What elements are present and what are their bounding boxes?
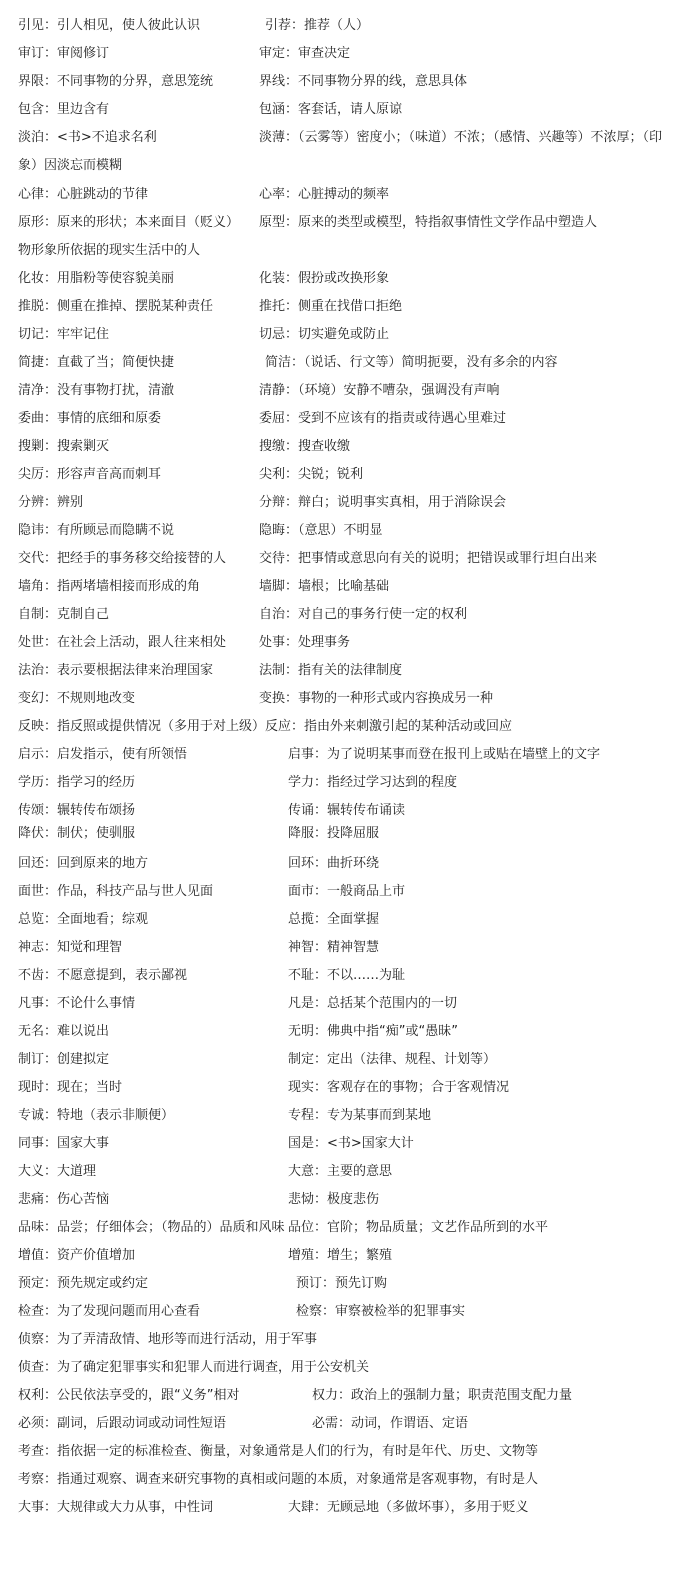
line-42: 悲痛：伤心苦恼 悲恸：极度悲伤 <box>18 1192 380 1207</box>
right-term: 自治：对自己的事务行使一定的权利 <box>259 607 468 622</box>
right-term: 切忌：切实避免或防止 <box>259 327 390 342</box>
line-40: 同事：国家大事 国是：<书>国家大计 <box>18 1136 414 1151</box>
right-term: 包涵：客套话，请人原谅 <box>259 102 403 117</box>
continuation-line: 物形象所依据的现实生活中的人 <box>18 243 201 258</box>
right-term: 学力：指经过学习达到的程度 <box>288 775 458 790</box>
line-23: 法治：表示要根据法律来治理国家 法制：指有关的法律制度 <box>18 663 403 678</box>
continuation-line: 象）因淡忘而模糊 <box>18 158 123 173</box>
right-term: 原型：原来的类型或模型，特指叙事情性文学作品中塑造人 <box>259 215 598 230</box>
right-term: 回环：曲折环绕 <box>288 856 380 871</box>
line-26: 启示：启发指示，使有所领悟 启事：为了说明某事而登在报刊上或贴在墙壁上的文字 <box>18 747 601 762</box>
line-30: 回还：回到原来的地方 回环：曲折环绕 <box>18 856 380 871</box>
line-21: 自制：克制自己 自治：对自己的事务行使一定的权利 <box>18 607 468 622</box>
line-39: 专诚：特地（表示非顺便） 专程：专为某事而到某地 <box>18 1108 432 1123</box>
line-44: 增值：资产价值增加 增殖：增生；繁殖 <box>18 1248 393 1263</box>
line-29: 降伏：制伏；使驯服 降服：投降屈服 <box>18 826 380 841</box>
right-term: 大肆：无顾忌地（多做坏事），多用于贬义 <box>288 1500 529 1515</box>
line-22: 处世：在社会上活动，跟人往来相处 处事：处理事务 <box>18 635 351 650</box>
right-term: 预订：预先订购 <box>296 1276 388 1291</box>
right-term: 搜缴：搜查收缴 <box>259 439 351 454</box>
right-term: 简洁：（说话、行文等）简明扼要，没有多余的内容 <box>265 355 558 370</box>
line-2: 界限：不同事物的分界，意思笼统 界线：不同事物分界的线，意思具体 <box>18 74 468 89</box>
line-34: 不齿：不愿意提到，表示鄙视 不耻：不以……为耻 <box>18 968 406 983</box>
right-term: 降服：投降屈服 <box>288 826 380 841</box>
right-term: 检察：审察被检举的犯罪事实 <box>296 1304 466 1319</box>
line-18: 隐讳：有所顾忌而隐瞒不说 隐晦：（意思）不明显 <box>18 523 383 538</box>
line-24: 变幻：不规则地改变 变换：事物的一种形式或内容换成另一种 <box>18 691 494 706</box>
line-38: 现时：现在；当时 现实：客观存在的事物；合于客观情况 <box>18 1080 510 1095</box>
line-41: 大义：大道理 大意：主要的意思 <box>18 1164 393 1179</box>
line-17: 分辨：辨别 分辩：辩白；说明事实真相，用于消除误会 <box>18 495 507 510</box>
line-53: 大事：大规律或大力从事，中性词 大肆：无顾忌地（多做坏事），多用于贬义 <box>18 1500 529 1515</box>
line-37: 制订：创建拟定 制定：定出（法律、规程、计划等） <box>18 1052 497 1067</box>
full-line: 侦查：为了确定犯罪事实和犯罪人而进行调查，用于公安机关 <box>18 1360 370 1375</box>
line-27: 学历：指学习的经历 学力：指经过学习达到的程度 <box>18 775 458 790</box>
right-term: 专程：专为某事而到某地 <box>288 1108 432 1123</box>
line-12: 简捷：直截了当；简便快捷 简洁：（说话、行文等）简明扼要，没有多余的内容 <box>18 355 558 370</box>
right-term: 心率：心脏搏动的频率 <box>259 187 390 202</box>
line-50: 必须：副词，后跟动词或动词性短语 必需：动词，作谓语、定语 <box>18 1416 469 1431</box>
right-term: 国是：<书>国家大计 <box>288 1136 414 1151</box>
line-45: 预定：预先规定或约定 预订：预先订购 <box>18 1276 388 1291</box>
line-43: 品味：品尝；仔细体会；（物品的）品质和风味 品位：官阶；物品质量；文艺作品所到的水平 <box>18 1220 549 1235</box>
right-term: 制定：定出（法律、规程、计划等） <box>288 1052 497 1067</box>
right-term: 增殖：增生；繁殖 <box>288 1248 393 1263</box>
line-36: 无名：难以说出 无明：佛典中指“痴”或“愚昧” <box>18 1024 458 1039</box>
right-term: 无明：佛典中指“痴”或“愚昧” <box>288 1024 458 1039</box>
right-term: 总揽：全面掌握 <box>288 912 380 927</box>
right-term: 界线：不同事物分界的线，意思具体 <box>259 74 468 89</box>
line-35: 凡事：不论什么事情 凡是：总括某个范围内的一切 <box>18 996 458 1011</box>
right-term: 引荐：推荐（人） <box>265 18 370 33</box>
line-4: 淡泊：<书>不追求名利 淡薄：（云雾等）密度小；（味道）不浓；（感情、兴趣等）不浓厚；（印 <box>18 130 663 145</box>
line-0: 引见：引人相见，使人彼此认识 引荐：推荐（人） <box>18 18 370 33</box>
right-term: 品位：官阶；物品质量；文艺作品所到的水平 <box>288 1220 549 1235</box>
right-term: 尖利：尖锐；锐利 <box>259 467 364 482</box>
right-term: 反应：指由外来刺激引起的某种活动或回应 <box>265 719 513 734</box>
right-term: 墙脚：墙根；比喻基础 <box>259 579 390 594</box>
right-term: 委屈：受到不应该有的指责或待遇心里难过 <box>259 411 507 426</box>
right-term: 现实：客观存在的事物；合于客观情况 <box>288 1080 510 1095</box>
right-term: 处事：处理事务 <box>259 635 351 650</box>
line-7: 原形：原来的形状；本来面目（贬义） 原型：原来的类型或模型，特指叙事情性文学作品中塑造人 <box>18 215 598 230</box>
right-term: 法制：指有关的法律制度 <box>259 663 403 678</box>
right-term: 审定：审查决定 <box>259 46 351 61</box>
right-term: 启事：为了说明某事而登在报刊上或贴在墙壁上的文字 <box>288 747 601 762</box>
right-term: 悲恸：极度悲伤 <box>288 1192 380 1207</box>
right-term: 隐晦：（意思）不明显 <box>259 523 383 538</box>
right-term: 不耻：不以……为耻 <box>288 968 406 983</box>
line-31: 面世：作品，科技产品与世人见面 面市：一般商品上市 <box>18 884 406 899</box>
line-13: 清净：没有事物打扰，清澈 清静：（环境）安静不嘈杂，强调没有声响 <box>18 383 500 398</box>
line-15: 搜剿：搜索剿灭 搜缴：搜查收缴 <box>18 439 351 454</box>
right-term: 交待：把事情或意思向有关的说明；把错误或罪行坦白出来 <box>259 551 598 566</box>
line-20: 墙角：指两堵墙相接而形成的角 墙脚：墙根；比喻基础 <box>18 579 390 594</box>
line-19: 交代：把经手的事务移交给接替的人 交待：把事情或意思向有关的说明；把错误或罪行坦白出来 <box>18 551 598 566</box>
line-9: 化妆：用脂粉等使容貌美丽 化装：假扮或改换形象 <box>18 271 390 286</box>
right-term: 化装：假扮或改换形象 <box>259 271 390 286</box>
right-term: 传诵：辗转传布诵读 <box>288 803 406 818</box>
right-term: 神智：精神智慧 <box>288 940 380 955</box>
line-46: 检查：为了发现问题而用心查看 检察：审察被检举的犯罪事实 <box>18 1304 466 1319</box>
right-term: 权力：政治上的强制力量；职责范围支配力量 <box>312 1388 573 1403</box>
right-term: 推托：侧重在找借口拒绝 <box>259 299 403 314</box>
line-14: 委曲：事情的底细和原委 委屈：受到不应该有的指责或待遇心里难过 <box>18 411 507 426</box>
line-33: 神志：知觉和理智 神智：精神智慧 <box>18 940 380 955</box>
line-25: 反映：指反照或提供情况（多用于对上级） 反应：指由外来刺激引起的某种活动或回应 <box>18 719 513 734</box>
line-1: 审订：审阅修订 审定：审查决定 <box>18 46 351 61</box>
right-term: 必需：动词，作谓语、定语 <box>312 1416 469 1431</box>
line-32: 总览：全面地看；综观 总揽：全面掌握 <box>18 912 380 927</box>
full-line: 考察：指通过观察、调查来研究事物的真相或问题的本质，对象通常是客观事物，有时是人 <box>18 1472 539 1487</box>
line-10: 推脱：侧重在推掉、摆脱某种责任 推托：侧重在找借口拒绝 <box>18 299 403 314</box>
full-line: 考查：指依据一定的标准检查、衡量，对象通常是人们的行为，有时是年代、历史、文物等 <box>18 1444 539 1459</box>
right-term: 变换：事物的一种形式或内容换成另一种 <box>259 691 494 706</box>
right-term: 大意：主要的意思 <box>288 1164 393 1179</box>
right-term: 凡是：总括某个范围内的一切 <box>288 996 458 1011</box>
line-3: 包含：里边含有 包涵：客套话，请人原谅 <box>18 102 403 117</box>
line-28: 传颂：辗转传布颂扬 传诵：辗转传布诵读 <box>18 803 406 818</box>
right-term: 清静：（环境）安静不嘈杂，强调没有声响 <box>259 383 500 398</box>
right-term: 面市：一般商品上市 <box>288 884 406 899</box>
line-6: 心律：心脏跳动的节律 心率：心脏搏动的频率 <box>18 187 390 202</box>
right-term: 淡薄：（云雾等）密度小；（味道）不浓；（感情、兴趣等）不浓厚；（印 <box>259 130 663 145</box>
line-49: 权利：公民依法享受的，跟“义务”相对 权力：政治上的强制力量；职责范围支配力量 <box>18 1388 573 1403</box>
full-line: 侦察：为了弄清敌情、地形等而进行活动，用于军事 <box>18 1332 318 1347</box>
line-16: 尖厉：形容声音高而刺耳 尖利：尖锐；锐利 <box>18 467 364 482</box>
right-term: 分辩：辩白；说明事实真相，用于消除误会 <box>259 495 507 510</box>
line-11: 切记：牢牢记住 切忌：切实避免或防止 <box>18 327 390 342</box>
